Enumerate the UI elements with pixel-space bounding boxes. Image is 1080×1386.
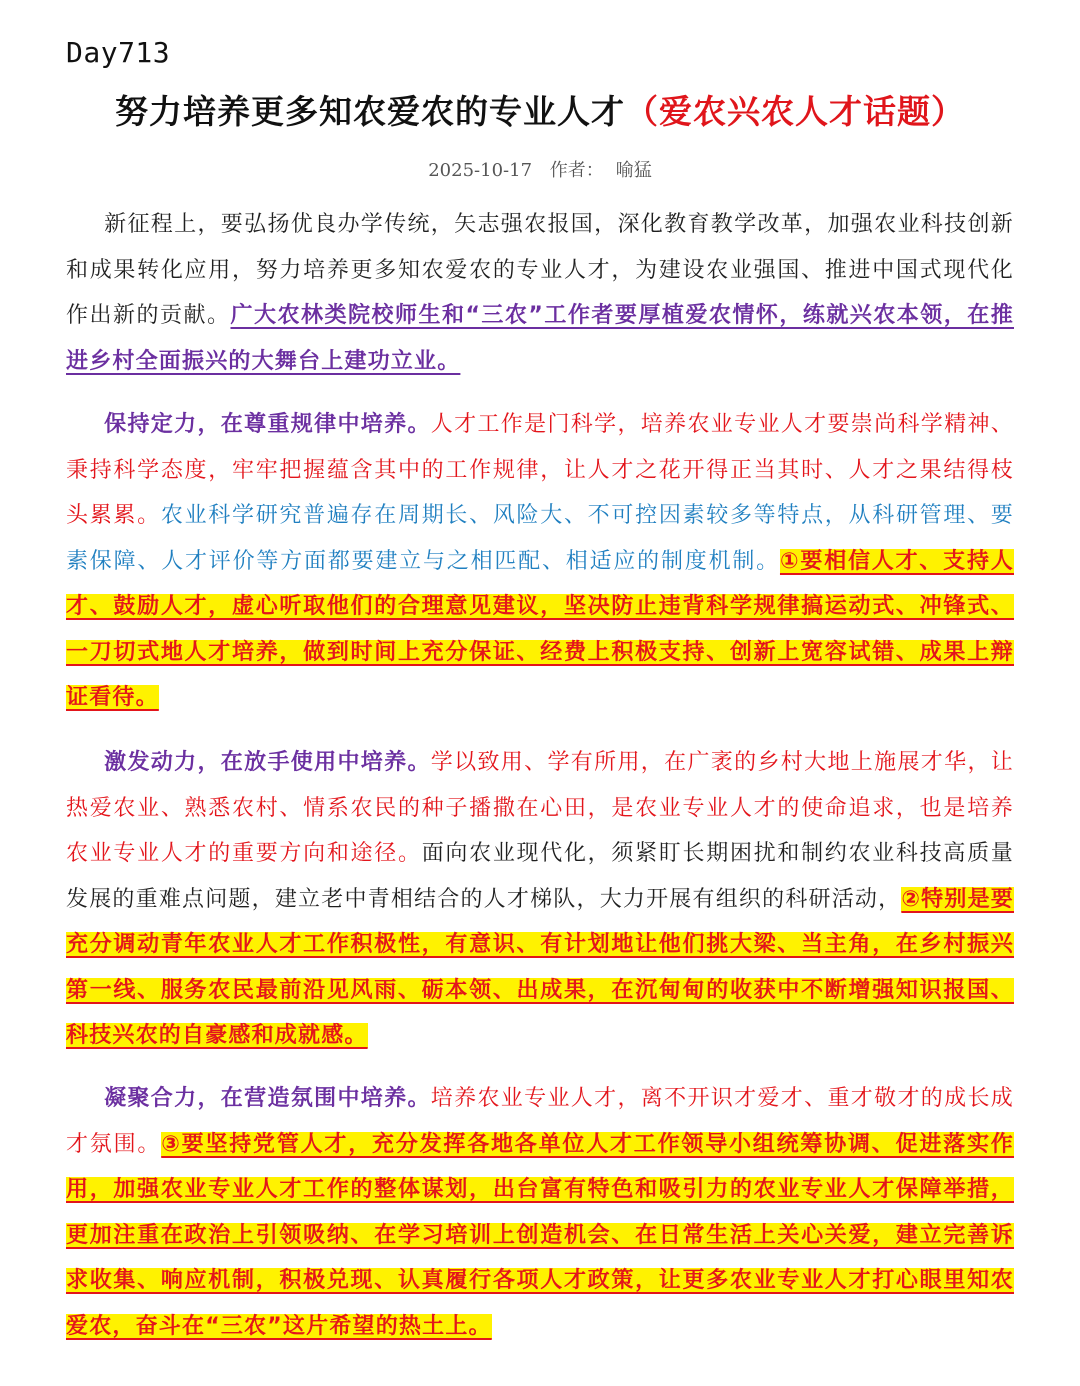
section-3-paragraph (66, 1076, 1014, 1349)
section-1-blue-text: 农业科学研究普遍存在周期长、风险大、不可控因素较多等特点，从科研管理、要素保障、人才评价等方面都要建立与之相匹配、相适应的制度机制。 (66, 503, 1014, 574)
publish-date: 2025-10-17 (428, 160, 533, 181)
section-2-highlight: ②特别是要充分调动青年农业人才工作积极性，有意识、有计划地让他们挑大梁、当主角，在乡村振兴第一线、服务农民最前沿见风雨、砺本领、出成果，在沉甸甸的收获中不断增强知识报国、科技兴农的自豪感和成就感。 (66, 886, 1014, 1048)
title-topic: （爱农兴农人才话题） (625, 92, 965, 131)
article-title (0, 86, 1080, 133)
section-3-heading: 凝聚合力，在营造氛围中培养。 (104, 1086, 431, 1111)
intro-paragraph (66, 202, 1014, 384)
day-label: Day713 (66, 36, 171, 69)
section-2-black-text: 面向农业现代化，须紧盯长期困扰和制约农业科技高质量发展的重难点问题，建立老中青相结合的人才梯队，大力开展有组织的科研活动， (66, 841, 1014, 912)
author-label: 作者： (549, 160, 604, 181)
section-1-red-text: 人才工作是门科学，培养农业专业人才要崇尚科学精神、秉持科学态度，牢牢把握蕴含其中的工作规律，让人才之花开得正当其时、人才之果结得枝头累累。 (66, 412, 1014, 528)
author-name: 喻猛 (615, 160, 652, 181)
section-2-red-text: 学以致用、学有所用，在广袤的乡村大地上施展才华，让热爱农业、熟悉农村、情系农民的种子播撒在心田，是农业专业人才的使命追求，也是培养农业专业人才的重要方向和途径。 (66, 750, 1014, 866)
section-2-heading: 激发动力，在放手使用中培养。 (104, 750, 431, 775)
section-1-heading: 保持定力，在尊重规律中培养。 (104, 412, 431, 437)
section-3-highlight: ③要坚持党管人才，充分发挥各地各单位人才工作领导小组统筹协调、促进落实作用，加强农业专业人才工作的整体谋划，出台富有特色和吸引力的农业专业人才保障举措，更加注重在政治上引领吸纳、在学习培训上创造机会、在日常生活上关心关爱，建立完善诉求收集、响应机制，积极兑现、认真履行各项人才政策，让更多农业专业人才打心眼里知农爱农，奋斗在“三农”这片希望的热土上。 (66, 1131, 1014, 1339)
title-main: 努力培养更多知农爱农的专业人才 (115, 92, 625, 131)
section-3-red-text: 培养农业专业人才，离不开识才爱才、重才敬才的成长成才氛围。 (66, 1086, 1014, 1157)
intro-text: 新征程上，要弘扬优良办学传统，矢志强农报国，深化教育教学改革，加强农业科技创新和成果转化应用，努力培养更多知农爱农的专业人才，为建设农业强国、推进中国式现代化作出新的贡献。 (66, 212, 1014, 328)
intro-emphasis: 广大农林类院校师生和“三农”工作者要厚植爱农情怀，练就兴农本领，在推进乡村全面振兴的大舞台上建功立业。 (66, 303, 1014, 374)
section-1-highlight: ①要相信人才、支持人才、鼓励人才，虚心听取他们的合理意见建议，坚决防止违背科学规律搞运动式、冲锋式、一刀切式地人才培养，做到时间上充分保证、经费上积极支持、创新上宽容试错、成果上辩证看待。 (66, 548, 1014, 710)
section-1-paragraph (66, 402, 1014, 721)
article-meta (0, 156, 1080, 182)
section-2-paragraph (66, 740, 1014, 1059)
